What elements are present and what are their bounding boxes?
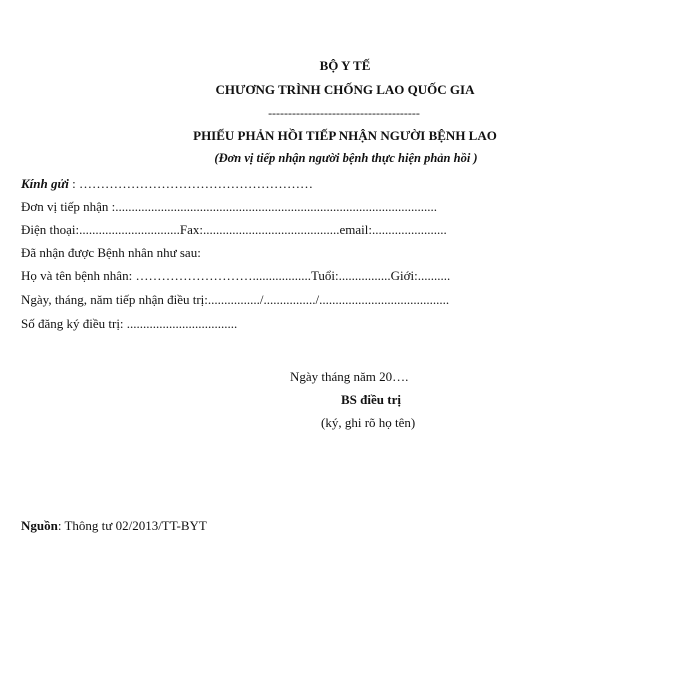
recipient-line xyxy=(21,176,313,192)
source-label: Nguồn xyxy=(21,518,58,533)
signature-date: Ngày tháng năm 20…. xyxy=(290,369,409,384)
received-patient-line: Đã nhận được Bệnh nhân như sau: xyxy=(21,245,201,260)
phone-fax-email-line: Điện thoại:...............................Fax:..........................................email:....................... xyxy=(21,222,447,237)
admission-date-line: Ngày, tháng, năm tiếp nhận điều trị:................/................/........................................ xyxy=(21,292,450,307)
signature-role: BS điều trị xyxy=(341,392,401,407)
header-separator: -------------------------------------- xyxy=(268,106,420,120)
recipient-label: Kính gửi xyxy=(21,176,69,191)
registration-number-line: Số đăng ký điều trị: .................................. xyxy=(21,316,238,331)
form-subtitle: (Đơn vị tiếp nhận người bệnh thực hiện phản hồi ) xyxy=(214,151,478,165)
ministry-heading: BỘ Y TẾ xyxy=(319,58,371,73)
signature-note: (ký, ghi rõ họ tên) xyxy=(321,415,416,430)
recipient-value: : ……………………………………………… xyxy=(68,176,314,191)
source-line xyxy=(21,518,207,534)
program-heading: CHƯƠNG TRÌNH CHỐNG LAO QUỐC GIA xyxy=(215,82,475,97)
form-title: PHIẾU PHẢN HỒI TIẾP NHẬN NGƯỜI BỆNH LAO xyxy=(193,128,497,143)
patient-name-line: Họ và tên bệnh nhân: ………………………..................Tuổi:................Giới:.......... xyxy=(21,268,451,283)
source-value: : Thông tư 02/2013/TT-BYT xyxy=(57,518,207,533)
receiving-unit-line: Đơn vị tiếp nhận :................................................................................................... xyxy=(21,199,437,214)
